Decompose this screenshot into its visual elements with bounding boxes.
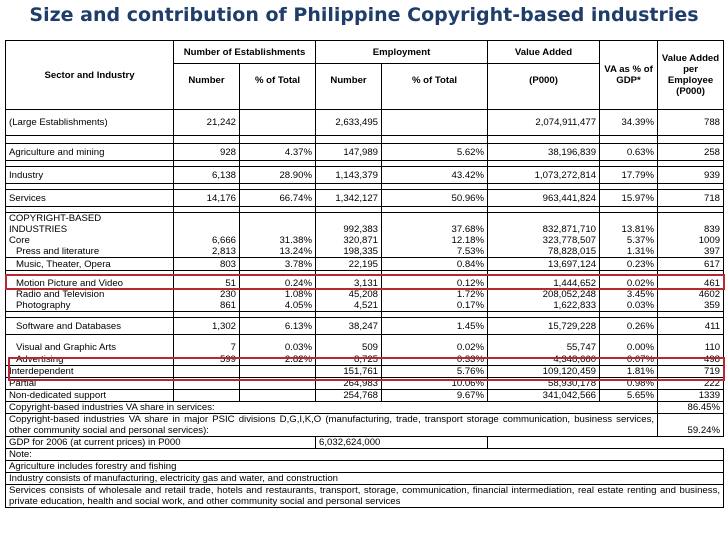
cell: 461 [658, 278, 724, 289]
cell: 28.90% [240, 167, 316, 184]
cell [240, 365, 316, 377]
header-est-number: Number [174, 64, 240, 97]
psic-value: 59.24% [658, 413, 724, 436]
cell: 37.68% [382, 224, 488, 235]
table-row [6, 190, 724, 207]
cell: 6,138 [174, 167, 240, 184]
table-row [6, 235, 724, 246]
row-label: Industry [6, 167, 174, 184]
note-row [6, 472, 724, 484]
header-employment: Employment [316, 41, 488, 64]
va-share-label: Copyright-based industries VA share in services: [6, 401, 658, 413]
cell: 1339 [658, 389, 724, 401]
table-row [6, 110, 724, 136]
cell: 51 [174, 278, 240, 289]
row-label: Services [6, 190, 174, 207]
cell: 1009 [658, 235, 724, 246]
cell: 4,348,660 [488, 354, 600, 366]
cell: 1,444,652 [488, 278, 600, 289]
cell: 151,761 [316, 365, 382, 377]
table-row [6, 354, 724, 366]
cell: 0.03% [600, 300, 658, 312]
table-row [6, 246, 724, 258]
cell: 4.05% [240, 300, 316, 312]
cell: 2,633,495 [316, 110, 382, 136]
cell: 21,242 [174, 110, 240, 136]
cell: 1.72% [382, 289, 488, 300]
cell: 13.81% [600, 224, 658, 235]
row-label: (Large Establishments) [6, 110, 174, 136]
cell: 0.12% [382, 278, 488, 289]
cell: 1.45% [382, 318, 488, 335]
cell: 110 [658, 342, 724, 354]
cell: 839 [658, 224, 724, 235]
cell: 1,143,379 [316, 167, 382, 184]
row-label: Visual and Graphic Arts [6, 342, 174, 354]
cell: 13.24% [240, 246, 316, 258]
cell: 58,930,178 [488, 377, 600, 389]
cell: 599 [174, 354, 240, 366]
cell: 411 [658, 318, 724, 335]
cell [240, 224, 316, 235]
cell: 323,778,507 [488, 235, 600, 246]
cell: 264,983 [316, 377, 382, 389]
header-va-p000: (P000) [488, 64, 600, 97]
cell: 7.53% [382, 246, 488, 258]
cell: 4602 [658, 289, 724, 300]
header-sector: Sector and Industry [6, 41, 174, 110]
table-row [6, 167, 724, 184]
cell: 0.02% [600, 278, 658, 289]
note-label: Note: [6, 448, 724, 460]
row-label: COPYRIGHT-BASED [6, 213, 174, 225]
cell: 0.07% [600, 354, 658, 366]
header-value-added: Value Added [488, 41, 600, 64]
table-row [6, 278, 724, 289]
table-row [6, 213, 724, 225]
row-label: Press and literature [6, 246, 174, 258]
row-label: Motion Picture and Video [6, 278, 174, 289]
cell: 719 [658, 365, 724, 377]
cell: 0.03% [240, 342, 316, 354]
cell: 803 [174, 258, 240, 271]
cell: 0.63% [600, 144, 658, 161]
cell: 498 [658, 354, 724, 366]
psic-row [6, 413, 724, 436]
cell: 55,747 [488, 342, 600, 354]
header-est-pct: % of Total [240, 64, 316, 97]
cell: 4.37% [240, 144, 316, 161]
cell: 832,871,710 [488, 224, 600, 235]
table-row [6, 224, 724, 235]
cell: 0.26% [600, 318, 658, 335]
cell: 12.18% [382, 235, 488, 246]
cell: 992,383 [316, 224, 382, 235]
cell: 34.39% [600, 110, 658, 136]
header-emp-number: Number [316, 64, 382, 97]
row-label: Non-dedicated support [6, 389, 174, 401]
cell [174, 224, 240, 235]
cell: 861 [174, 300, 240, 312]
cell: 718 [658, 190, 724, 207]
cell: 6.13% [240, 318, 316, 335]
cell: 109,120,459 [488, 365, 600, 377]
cell: 509 [316, 342, 382, 354]
table-row [6, 300, 724, 312]
table-row [6, 342, 724, 354]
header-emp-pct: % of Total [382, 64, 488, 97]
row-label: Photography [6, 300, 174, 312]
page-title: Size and contribution of Philippine Copyright-based industries [29, 4, 699, 26]
cell: 78,828,015 [488, 246, 600, 258]
cell: 198,335 [316, 246, 382, 258]
cell: 43.42% [382, 167, 488, 184]
row-label: INDUSTRIES [6, 224, 174, 235]
table-row [6, 144, 724, 161]
note-row [6, 484, 724, 507]
cell: 320,871 [316, 235, 382, 246]
row-label: Radio and Television [6, 289, 174, 300]
row-label: Partial [6, 377, 174, 389]
cell: 963,441,824 [488, 190, 600, 207]
cell: 2.82% [240, 354, 316, 366]
cell [174, 365, 240, 377]
cell: 3,131 [316, 278, 382, 289]
copyright-industries-table [5, 40, 724, 508]
cell [240, 377, 316, 389]
cell: 230 [174, 289, 240, 300]
table-row [6, 318, 724, 335]
cell: 0.33% [382, 354, 488, 366]
header-establishments: Number of Establishments [174, 41, 316, 64]
header-va-per-employee: Value Added per Employee (P000) [658, 41, 724, 110]
cell: 0.23% [600, 258, 658, 271]
cell: 0.24% [240, 278, 316, 289]
cell: 397 [658, 246, 724, 258]
row-label: Interdependent [6, 365, 174, 377]
cell [240, 389, 316, 401]
cell: 45,208 [316, 289, 382, 300]
cell: 13,697,124 [488, 258, 600, 271]
table-row [6, 289, 724, 300]
cell: 1,073,272,814 [488, 167, 600, 184]
cell: 3.78% [240, 258, 316, 271]
cell: 14,176 [174, 190, 240, 207]
cell: 254,768 [316, 389, 382, 401]
cell: 38,247 [316, 318, 382, 335]
row-label: Music, Theater, Opera [6, 258, 174, 271]
cell: 0.00% [600, 342, 658, 354]
cell [240, 110, 316, 136]
cell: 3.45% [600, 289, 658, 300]
cell: 50.96% [382, 190, 488, 207]
cell: 208,052,248 [488, 289, 600, 300]
cell [174, 389, 240, 401]
va-share-row [6, 401, 724, 413]
cell: 31.38% [240, 235, 316, 246]
cell: 147,989 [316, 144, 382, 161]
cell: 359 [658, 300, 724, 312]
agri-note: Agriculture includes forestry and fishing [6, 460, 724, 472]
cell: 0.02% [382, 342, 488, 354]
header-va-pct-gdp: VA as % of GDP* [600, 41, 658, 110]
gdp-value: 6,032,624,000 [316, 436, 488, 448]
row-label: Advertising [6, 354, 174, 366]
cell: 939 [658, 167, 724, 184]
cell: 8,725 [316, 354, 382, 366]
note-row [6, 460, 724, 472]
cell: 1,342,127 [316, 190, 382, 207]
cell: 15,729,228 [488, 318, 600, 335]
cell: 2,074,911,477 [488, 110, 600, 136]
cell: 38,196,839 [488, 144, 600, 161]
cell: 4,521 [316, 300, 382, 312]
header-row-1 [6, 41, 724, 64]
cell: 0.98% [600, 377, 658, 389]
cell: 9.67% [382, 389, 488, 401]
cell: 22,195 [316, 258, 382, 271]
cell [382, 110, 488, 136]
cell: 0.84% [382, 258, 488, 271]
cell: 617 [658, 258, 724, 271]
cell: 10.06% [382, 377, 488, 389]
cell: 0.17% [382, 300, 488, 312]
cell: 222 [658, 377, 724, 389]
cell: 5.65% [600, 389, 658, 401]
psic-label: Copyright-based industries VA share in major PSIC divisions D,G,I,K,O (manufacturing, trade, transport storage communication, business services, other community social and personal services): [6, 413, 658, 436]
cell: 1.31% [600, 246, 658, 258]
row-label: Agriculture and mining [6, 144, 174, 161]
cell: 17.79% [600, 167, 658, 184]
cell: 1,622,833 [488, 300, 600, 312]
table-row [6, 389, 724, 401]
cell: 2,813 [174, 246, 240, 258]
cell: 1.08% [240, 289, 316, 300]
cell: 1.81% [600, 365, 658, 377]
cell: 5.76% [382, 365, 488, 377]
gdp-label: GDP for 2006 (at current prices) in P000 [6, 436, 316, 448]
cell: 7 [174, 342, 240, 354]
cell: 341,042,566 [488, 389, 600, 401]
table-row [6, 365, 724, 377]
cell: 788 [658, 110, 724, 136]
cell: 928 [174, 144, 240, 161]
cell: 15.97% [600, 190, 658, 207]
cell: 66.74% [240, 190, 316, 207]
table-row [6, 258, 724, 271]
row-label: Core [6, 235, 174, 246]
cell: 258 [658, 144, 724, 161]
cell: 6,666 [174, 235, 240, 246]
note-row [6, 448, 724, 460]
cell: 5.37% [600, 235, 658, 246]
services-note: Services consists of wholesale and retail trade, hotels and restaurants, transport, storage, communication, financial intermediation, real estate renting and business, private education, health and social work, and other community social and personal services [6, 484, 724, 507]
cell [174, 377, 240, 389]
va-share-value: 86.45% [658, 401, 724, 413]
row-label: Software and Databases [6, 318, 174, 335]
industry-note: Industry consists of manufacturing, electricity gas and water, and construction [6, 472, 724, 484]
table-row [6, 377, 724, 389]
cell: 1,302 [174, 318, 240, 335]
gdp-row [6, 436, 724, 448]
cell: 5.62% [382, 144, 488, 161]
